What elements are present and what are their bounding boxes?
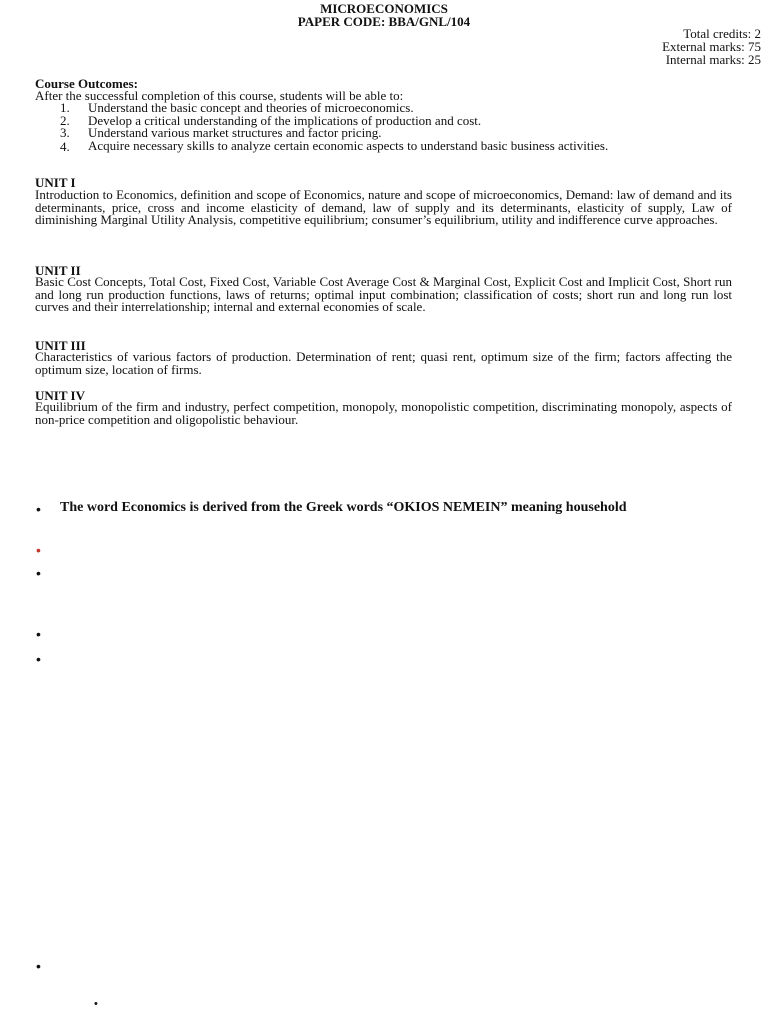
outcome-number: 1. xyxy=(60,100,70,115)
outcome-item: Develop a critical understanding of the implications of production and cost. xyxy=(88,113,482,128)
course-title: MICROECONOMICS xyxy=(320,1,448,16)
course-outcomes-heading: Course Outcomes: xyxy=(35,76,138,91)
paper-code: PAPER CODE: BBA/GNL/104 xyxy=(297,14,471,29)
economics-origin-note: The word Economics is derived from the Greek words “OKIOS NEMEIN” meaning household xyxy=(60,500,627,515)
outcome-number: 2. xyxy=(60,113,70,128)
unit-3-heading: UNIT III xyxy=(35,338,86,353)
unit-4-text: Equilibrium of the firm and industry, perfect competition, monopoly, monopolistic competition, discriminating monopoly, aspects of non-price competition and oligopolistic behaviour. xyxy=(35,399,732,427)
bullet-marker-red: • xyxy=(36,542,41,558)
unit-1-text: Introduction to Economics, definition and scope of Economics, nature and scope of microeconomics, Demand: law of demand and its determinants, price, cross and income elasticity of demand, law of supply and its determinants, elasticity of supply, Law of diminishing Marginal Utility Analysis, competitive equilibrium; consumer’s equilibrium, utility and indifference curve approaches. xyxy=(35,187,732,227)
internal-marks: Internal marks: 25 xyxy=(665,52,761,67)
bullet-marker: • xyxy=(36,565,41,581)
outcome-item: Understand various market structures and factor pricing. xyxy=(88,125,382,140)
unit-4-heading: UNIT IV xyxy=(35,388,85,403)
outcome-number: 4. xyxy=(60,139,70,154)
total-credits: Total credits: 2 xyxy=(683,26,761,41)
unit-2-heading: UNIT II xyxy=(35,263,81,278)
outcome-item: Acquire necessary skills to analyze certain economic aspects to understand basic business activities. xyxy=(88,138,609,153)
bullet-marker: • xyxy=(36,651,41,667)
bullet-marker: • xyxy=(36,501,41,517)
unit-2-text: Basic Cost Concepts, Total Cost, Fixed Cost, Variable Cost Average Cost & Marginal Cost, Explicit Cost and Implicit Cost, Short run and long run production functions, laws of returns; optimal input combination; classification of costs; short run and long run lost curves and their interrelationship; internal and external economies of scale. xyxy=(35,274,732,314)
outcome-number: 3. xyxy=(60,125,70,140)
outcome-item: Understand the basic concept and theories of microeconomics. xyxy=(88,100,414,115)
course-outcomes-intro: After the successful completion of this course, students will be able to: xyxy=(35,88,404,103)
external-marks: External marks: 75 xyxy=(662,39,761,54)
unit-3-text: Characteristics of various factors of production. Determination of rent; quasi rent, optimum size of the firm; factors affecting the optimum size, location of firms. xyxy=(35,349,732,377)
unit-1-heading: UNIT I xyxy=(35,175,76,190)
bullet-marker-small: • xyxy=(94,998,98,1010)
bullet-marker: • xyxy=(36,958,41,974)
bullet-marker: • xyxy=(36,626,41,642)
